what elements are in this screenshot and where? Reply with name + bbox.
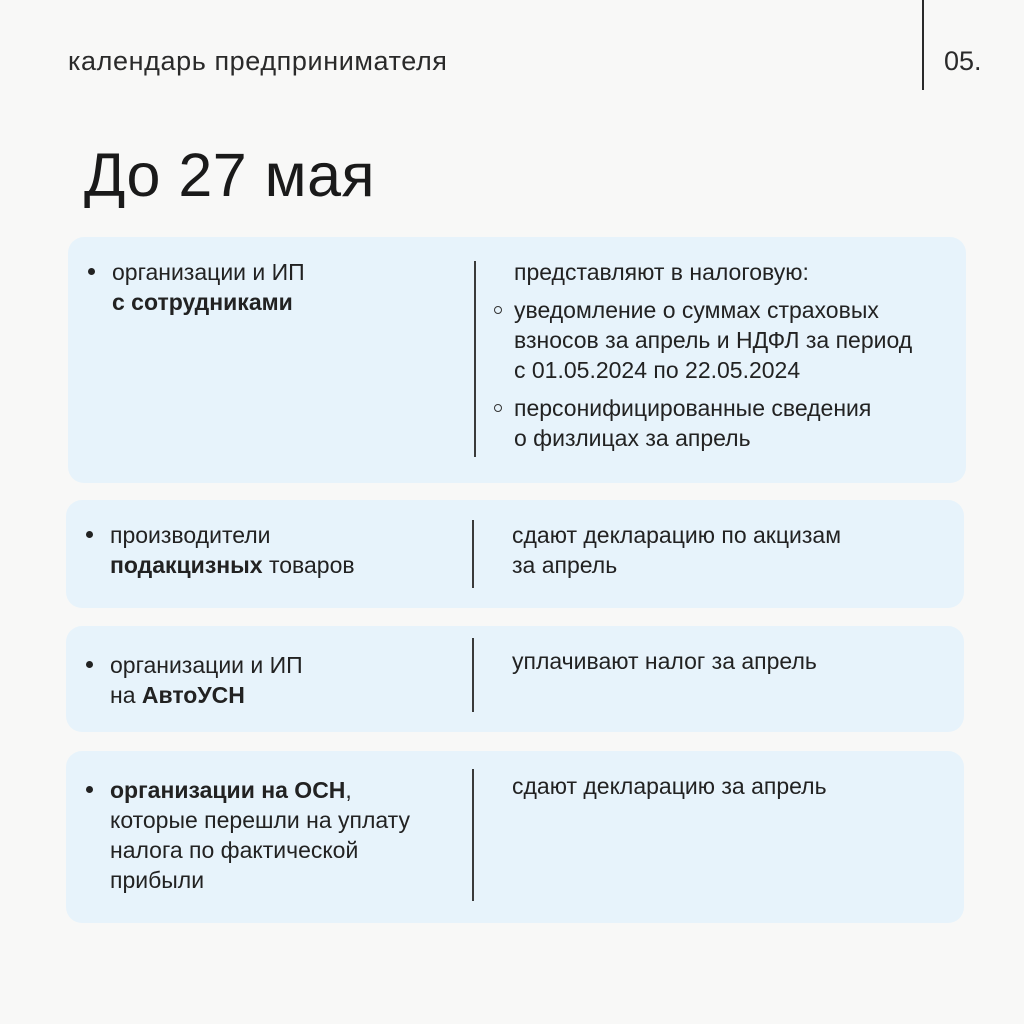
bullet-icon <box>86 531 93 538</box>
circle-bullet-icon <box>494 306 502 314</box>
action-item-line: взносов за апрель и НДФЛ за период <box>514 327 913 353</box>
circle-bullet-icon <box>494 404 502 412</box>
action-line: за апрель <box>512 552 618 578</box>
card-action <box>512 520 952 580</box>
card-divider <box>472 520 474 588</box>
bullet-icon <box>86 786 93 793</box>
subject-line: которые перешли на уплату <box>110 807 410 833</box>
action-line: уплачивают налог за апрель <box>512 648 817 674</box>
bullet-icon <box>88 268 95 275</box>
card-excise <box>66 500 964 608</box>
subject-line: производители <box>110 522 271 548</box>
card-subject <box>112 257 467 317</box>
card-subject <box>110 775 465 895</box>
action-item <box>514 393 954 453</box>
card-subject <box>110 650 465 710</box>
action-item-line: о физлицах за апрель <box>514 425 751 451</box>
action-line: сдают декларацию за апрель <box>512 773 827 799</box>
action-line: сдают декларацию по акцизам <box>512 522 842 548</box>
card-autousn <box>66 626 964 732</box>
card-divider <box>472 638 474 712</box>
action-item <box>514 295 954 385</box>
subject-bold: подакцизных <box>110 552 263 578</box>
subject-bold: АвтоУСН <box>141 682 245 708</box>
subject-comma: , <box>345 777 352 803</box>
main-title: До 27 мая <box>84 141 376 209</box>
subject-prefix: на <box>110 682 142 708</box>
card-divider <box>474 261 476 457</box>
header-divider <box>922 0 924 90</box>
action-item-line: персонифицированные сведения <box>514 395 872 421</box>
subject-rest: товаров <box>262 552 355 578</box>
action-item-line: с 01.05.2024 по 22.05.2024 <box>514 357 801 383</box>
subject-line: организации и ИП <box>110 652 303 678</box>
action-item-line: уведомление о суммах страховых <box>514 297 879 323</box>
subject-line: налога по фактической <box>110 837 359 863</box>
card-subject <box>110 520 465 580</box>
action-intro: представляют в налоговую: <box>514 259 809 285</box>
page-number: 05. <box>944 46 982 76</box>
bullet-icon <box>86 661 93 668</box>
subject-bold: с сотрудниками <box>112 289 293 315</box>
card-action <box>514 257 954 453</box>
subject-bold: организации на ОСН <box>110 777 346 803</box>
subject-line: прибыли <box>110 867 205 893</box>
header-title: календарь предпринимателя <box>68 46 448 76</box>
card-osn <box>66 751 964 923</box>
card-employers <box>68 237 966 483</box>
subject-line: организации и ИП <box>112 259 305 285</box>
card-divider <box>472 769 474 901</box>
card-action <box>512 771 952 801</box>
card-action <box>512 646 952 676</box>
